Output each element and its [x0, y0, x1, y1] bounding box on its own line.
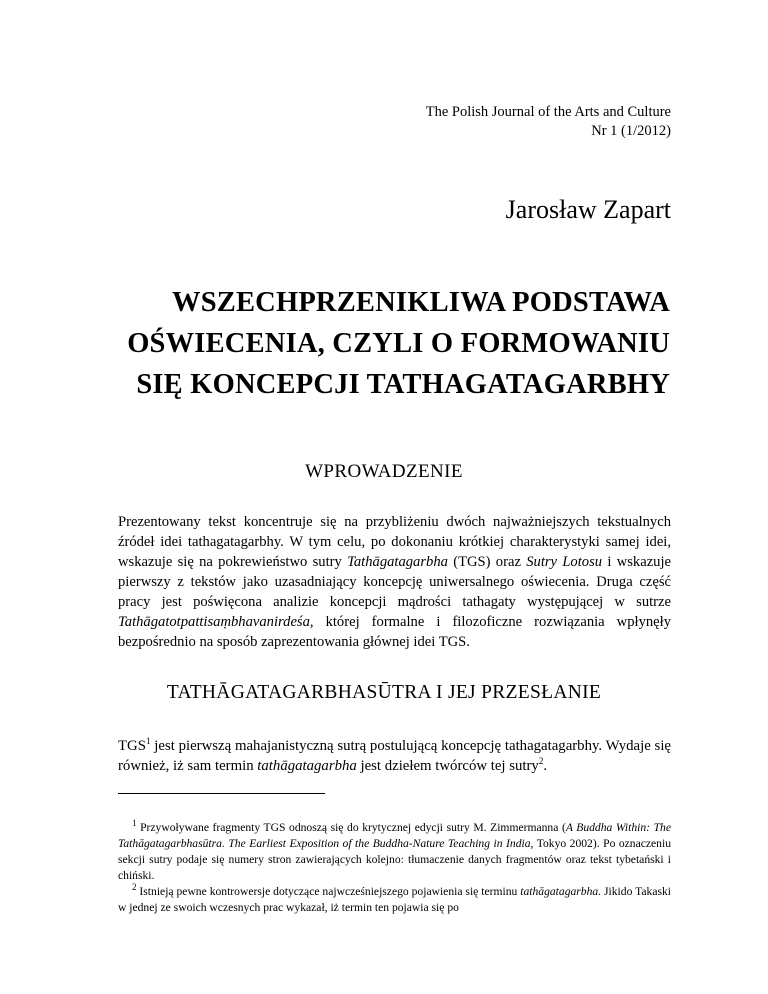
intro-text-1: Prezentowany tekst koncentruje się na przybliżeniu dwóch najważniejszych tekstualnych źródeł idei tathagatagarbhy. W tym celu, po dokonaniu krótkiej charakterystyki samej idei, wskazuje się na pokrewieństwo sutry — [118, 514, 671, 570]
body-paragraph — [118, 736, 671, 776]
footnote-ref-2[interactable]: 2 — [538, 756, 544, 767]
footnote-2-number: 2 — [132, 882, 137, 893]
footnote-1-text-a: Przywoływane fragmenty TGS odnoszą się do krytycznej edycji sutry M. Zimmermanna ( — [136, 821, 566, 834]
title-line-3: SIĘ KONCEPCJI TATHAGATAGARBHY — [136, 369, 670, 400]
footnote-2-text-b: Jikido Takaski w jednej ze swoich wczesnych prac wykazał, iż termin ten pojawia się po — [118, 885, 671, 914]
footnotes — [118, 820, 671, 916]
intro-text-2: (TGS) oraz — [447, 554, 527, 570]
body-text-4: . — [543, 758, 548, 774]
title-line-1: WSZECHPRZENIKLIWA PODSTAWA — [172, 287, 670, 318]
section-heading-introduction: WPROWADZENIE — [305, 461, 463, 482]
article-title — [90, 282, 670, 405]
intro-text-4: , której formalne i filozoficzne rozwiązania wpłynęły bezpośrednio na sposób zaprezentowania głównej idei TGS. — [118, 614, 671, 650]
footnote-1-text-b: , Tokyo 2002). Po oznaczeniu sekcji sutry podaje się numery stron zawierających kolejno: tłumaczenie danych fragmentów oraz tekst tybetański i chiński. — [118, 837, 672, 882]
journal-issue: Nr 1 (1/2012) — [591, 123, 671, 139]
footnote-2-italic: tathāgatagarbha. — [520, 885, 602, 898]
footnote-1 — [118, 820, 671, 884]
body-text-2: jest pierwszą mahajanistyczną sutrą postulującą koncepcję tathagatagarbhy. Wydaje się również, iż sam termin — [118, 738, 671, 774]
body-text-1: TGS — [118, 738, 146, 754]
journal-name: The Polish Journal of the Arts and Culture — [425, 104, 671, 120]
title-line-2: OŚWIECENIA, CZYLI O FORMOWANIU — [127, 328, 670, 359]
introduction-paragraph — [118, 512, 671, 652]
footnote-ref-1[interactable]: 1 — [145, 736, 151, 747]
footnote-1-number: 1 — [132, 818, 137, 829]
footnote-2 — [118, 884, 671, 916]
intro-italic-tathagatagarbha: Tathāgatagarbha — [347, 554, 448, 570]
footnote-2-text-a: Istnieją pewne kontrowersje dotyczące najwcześniejszego pojawienia się terminu — [136, 885, 521, 898]
intro-italic-sutra-name: Tathāgatotpattisaṃbhavanirdeśa — [118, 614, 310, 630]
body-text-3: jest dziełem twórców tej sutry — [356, 758, 539, 774]
section-heading-tgs: TATHĀGATAGARBHASŪTRA I JEJ PRZESŁANIE — [166, 682, 602, 703]
intro-text-3: i wskazuje pierwszy z tekstów jako uzasadniający koncepcję uniwersalnego oświecenia. Druga część pracy jest poświęcona analizie koncepcji mądrości tathagaty występującej w sutrze — [118, 554, 671, 610]
intro-italic-sutry-lotosu: Sutry Lotosu — [526, 554, 603, 570]
body-italic-term: tathāgatagarbha — [257, 758, 357, 774]
footnote-divider — [118, 793, 325, 794]
journal-header — [426, 103, 671, 141]
footnote-1-italic: A Buddha Within: The Tathāgatagarbhasūtra. The Earliest Exposition of the Buddha-Nature Teaching in India — [118, 821, 671, 850]
author-name: Jarosław Zapart — [505, 195, 671, 224]
